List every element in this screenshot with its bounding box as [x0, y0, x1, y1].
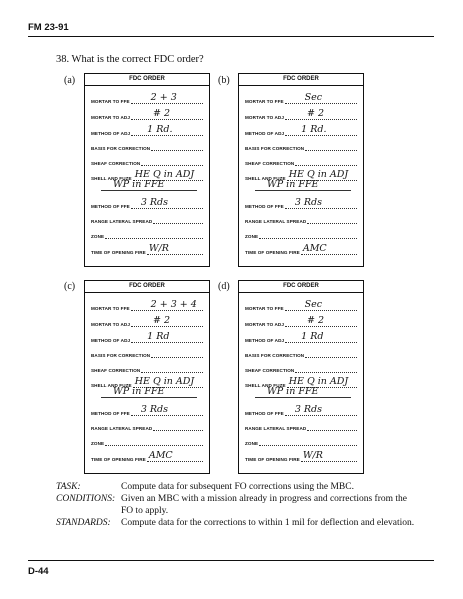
handwritten-entry: 3 Rds [140, 197, 169, 208]
row-entry-line [301, 243, 357, 255]
row-method-ffe [91, 199, 203, 209]
row-method-of-adj [91, 333, 203, 343]
handwritten-entry: 1 Rd. [301, 124, 327, 135]
row-label: MORTAR TO FFE [245, 306, 284, 311]
handwritten-entry: 2 + 3 [150, 92, 177, 103]
option-label-b: (b) [218, 75, 230, 86]
handwritten-entry: # 2 [307, 108, 325, 119]
row-method-ffe [91, 406, 203, 416]
row-entry-line [285, 315, 357, 327]
fdc-order-card-a [84, 73, 210, 267]
row-label: SHELL AND FUZE [245, 176, 286, 181]
row-entry-line [153, 218, 203, 224]
row-mortar-to-adj [91, 110, 203, 120]
standards-label: STANDARDS: [56, 518, 111, 528]
row-label: MORTAR TO ADJ [245, 115, 284, 120]
row-range-lateral [91, 421, 203, 431]
row-entry-line [259, 233, 357, 239]
row-sheaf [91, 363, 203, 373]
row-label: SHEAF CORRECTION [245, 368, 295, 373]
row-mortar-to-adj [245, 317, 357, 327]
handwritten-entry: Sec [304, 92, 323, 103]
row-method-of-adj [245, 333, 357, 343]
row-entry-line [285, 197, 357, 209]
handwritten-entry: WP in FFE [113, 179, 165, 190]
row-label: METHOD OF ADJ [245, 131, 285, 136]
handwritten-entry: 3 Rds [140, 404, 169, 415]
row-label: RANGE LATERAL SPREAD [91, 426, 153, 431]
row-label: SHELL AND FUZE [91, 176, 132, 181]
row-basis [245, 141, 357, 151]
handwritten-entry: HE Q in ADJ [134, 376, 195, 387]
row-label: MORTAR TO FFE [91, 306, 130, 311]
card-title-rule [239, 85, 363, 86]
row-label: ZONE [245, 234, 259, 239]
card-title: FDC ORDER [283, 76, 319, 82]
row-label: BASIS FOR CORRECTION [245, 353, 305, 358]
handwritten-entry: AMC [148, 450, 173, 461]
handwritten-entry: 3 Rds [294, 197, 323, 208]
row-mortar-to-ffe [245, 301, 357, 311]
row-entry-line [147, 450, 203, 462]
row-entry-line [307, 425, 357, 431]
row-label: TIME OF OPENING FIRE [91, 457, 146, 462]
row-label: TIME OF OPENING FIRE [245, 250, 300, 255]
row-mortar-to-adj [91, 317, 203, 327]
row-method-ffe [245, 406, 357, 416]
shell-fuze-second-line [255, 388, 351, 398]
row-entry-line [131, 331, 203, 343]
row-entry-line [131, 124, 203, 136]
row-method-of-adj [91, 126, 203, 136]
footer-rule [28, 560, 434, 561]
row-label: ZONE [91, 234, 105, 239]
row-entry-line [295, 160, 357, 166]
row-zone [91, 229, 203, 239]
card-title: FDC ORDER [129, 283, 165, 289]
handwritten-entry: # 2 [153, 315, 171, 326]
row-entry-line [305, 145, 357, 151]
handwritten-entry: WP in FFE [113, 386, 165, 397]
handwritten-entry: HE Q in ADJ [134, 169, 195, 180]
row-label: SHELL AND FUZE [245, 383, 286, 388]
row-basis [91, 141, 203, 151]
row-label: TIME OF OPENING FIRE [245, 457, 300, 462]
shell-fuze-second-line [255, 181, 351, 191]
row-entry-line [141, 367, 203, 373]
handwritten-entry: 1 Rd [147, 331, 170, 342]
row-entry-line [285, 124, 357, 136]
row-range-lateral [245, 421, 357, 431]
fdc-order-card-d [238, 280, 364, 474]
row-label: RANGE LATERAL SPREAD [245, 426, 307, 431]
handwritten-entry: W/R [302, 450, 323, 461]
row-label: BASIS FOR CORRECTION [245, 146, 305, 151]
row-label: METHOD OF FFE [91, 204, 130, 209]
row-basis [91, 348, 203, 358]
page-number: D-44 [28, 566, 49, 577]
row-label: MORTAR TO FFE [91, 99, 130, 104]
row-entry-line [151, 352, 203, 358]
shell-fuze-second-line [101, 181, 197, 191]
row-entry-line [285, 331, 357, 343]
card-title-rule [85, 85, 209, 86]
handwritten-entry: AMC [302, 243, 327, 254]
row-entry-line [307, 218, 357, 224]
row-entry-line [285, 92, 357, 104]
row-entry-line [141, 160, 203, 166]
row-entry-line [153, 425, 203, 431]
row-mortar-to-ffe [91, 301, 203, 311]
row-label: METHOD OF FFE [245, 411, 284, 416]
card-title: FDC ORDER [129, 76, 165, 82]
task-text: Compute data for subsequent FO corrections using the MBC. [121, 482, 354, 492]
row-entry-line [131, 404, 203, 416]
row-entry-line [301, 450, 357, 462]
row-entry-line [131, 197, 203, 209]
handwritten-entry: # 2 [153, 108, 171, 119]
fdc-order-card-b [238, 73, 364, 267]
row-sheaf [245, 156, 357, 166]
row-entry-line [131, 92, 203, 104]
row-label: ZONE [91, 441, 105, 446]
row-time-open [91, 245, 203, 255]
row-entry-line [105, 233, 203, 239]
row-label: SHEAF CORRECTION [245, 161, 295, 166]
row-entry-line [131, 299, 203, 311]
row-zone [91, 436, 203, 446]
conditions-text: Given an MBC with a mission already in progress and corrections from the FO to apply. [121, 494, 407, 516]
row-entry-line [131, 108, 203, 120]
row-label: MORTAR TO ADJ [91, 115, 130, 120]
fdc-order-card-c [84, 280, 210, 474]
card-title-rule [239, 292, 363, 293]
option-label-c: (c) [64, 281, 76, 292]
row-entry-line [147, 243, 203, 255]
handwritten-entry: HE Q in ADJ [288, 169, 349, 180]
handwritten-entry: # 2 [307, 315, 325, 326]
row-range-lateral [91, 214, 203, 224]
handwritten-entry: HE Q in ADJ [288, 376, 349, 387]
row-entry-line [285, 108, 357, 120]
row-label: RANGE LATERAL SPREAD [91, 219, 153, 224]
row-label: MORTAR TO ADJ [245, 322, 284, 327]
task-label: TASK: [56, 482, 81, 492]
option-label-a: (a) [64, 75, 76, 86]
row-label: SHELL AND FUZE [91, 383, 132, 388]
row-time-open [91, 452, 203, 462]
row-label: BASIS FOR CORRECTION [91, 353, 151, 358]
handwritten-entry: 3 Rds [294, 404, 323, 415]
row-method-of-adj [245, 126, 357, 136]
row-entry-line [285, 299, 357, 311]
row-label: METHOD OF ADJ [91, 131, 131, 136]
row-time-open [245, 245, 357, 255]
row-label: BASIS FOR CORRECTION [91, 146, 151, 151]
row-mortar-to-ffe [245, 94, 357, 104]
row-zone [245, 436, 357, 446]
row-label: METHOD OF FFE [245, 204, 284, 209]
row-entry-line [259, 440, 357, 446]
row-time-open [245, 452, 357, 462]
row-label: METHOD OF FFE [91, 411, 130, 416]
row-label: MORTAR TO FFE [245, 99, 284, 104]
row-entry-line [295, 367, 357, 373]
header-rule [28, 36, 434, 37]
row-sheaf [245, 363, 357, 373]
row-entry-line [105, 440, 203, 446]
row-range-lateral [245, 214, 357, 224]
row-label: METHOD OF ADJ [245, 338, 285, 343]
manual-id: FM 23-91 [28, 22, 69, 33]
row-basis [245, 348, 357, 358]
question-text: 38. What is the correct FDC order? [56, 54, 204, 65]
handwritten-entry: WP in FFE [267, 386, 319, 397]
handwritten-entry: W/R [148, 243, 169, 254]
row-entry-line [131, 315, 203, 327]
handwritten-entry: 1 Rd [301, 331, 324, 342]
row-label: TIME OF OPENING FIRE [91, 250, 146, 255]
row-entry-line [285, 404, 357, 416]
card-title: FDC ORDER [283, 283, 319, 289]
row-label: ZONE [245, 441, 259, 446]
row-label: MORTAR TO ADJ [91, 322, 130, 327]
row-label: SHEAF CORRECTION [91, 368, 141, 373]
handwritten-entry: 2 + 3 + 4 [150, 299, 197, 310]
standards-text: Compute data for the corrections to within 1 mil for deflection and elevation. [121, 518, 415, 528]
row-sheaf [91, 156, 203, 166]
conditions-label: CONDITIONS: [56, 494, 116, 504]
row-label: SHEAF CORRECTION [91, 161, 141, 166]
row-entry-line [151, 145, 203, 151]
card-title-rule [85, 292, 209, 293]
row-entry-line [305, 352, 357, 358]
row-method-ffe [245, 199, 357, 209]
handwritten-entry: WP in FFE [267, 179, 319, 190]
shell-fuze-second-line [101, 388, 197, 398]
row-label: RANGE LATERAL SPREAD [245, 219, 307, 224]
row-zone [245, 229, 357, 239]
row-mortar-to-adj [245, 110, 357, 120]
row-mortar-to-ffe [91, 94, 203, 104]
handwritten-entry: 1 Rd. [147, 124, 173, 135]
row-label: METHOD OF ADJ [91, 338, 131, 343]
option-label-d: (d) [218, 281, 230, 292]
handwritten-entry: Sec [304, 299, 323, 310]
